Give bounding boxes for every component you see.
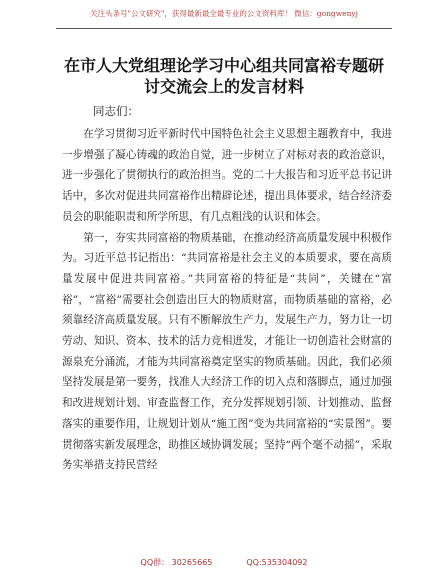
title-line-1: 在市人大党组理论学习中心组共同富裕专题研 [63,56,384,75]
footer-qq-group: QQ群： 30265665 [140,558,213,567]
header-divider [56,28,392,29]
document-body [62,124,392,476]
footer [0,557,448,568]
salutation: 同志们： [93,104,139,118]
footer-qq: QQ:535304092 [246,558,308,567]
title-line-2: 讨交流会上的发言材料 [143,77,304,96]
document-title [40,55,408,97]
paragraph-1: 在学习贯彻习近平新时代中国特色社会主义思想主题教育中，我进一步增强了凝心铸魂的政治自觉，进一步树立了对标对表的政治意识，进一步强化了贯彻执行的政治担当。党的二十大报告和习近平总书记讲话中，多次对促进共同富裕作出精辟论述，提出具体要求，结合经济委员会的职能职责和所学所思，有几点粗浅的认识和体会。 [62,128,392,223]
header-banner: 关注头条号"公文研究"，获得最新最全最专业的公文资料库！ 微信：gongwenyj [90,9,358,18]
paragraph-2: 第一，夯实共同富裕的物质基础，在推动经济高质量发展中积极作为。习近平总书记指出：“共同富裕是社会主义的本质要求，要在高质量发展中促进共同富裕。”共同富裕的特征是“共同”，关键在“富裕”，“富裕”需要社会创造出巨大的物质财富，而物质基础的富裕，必须靠经济高质量发展。只有不断解放生产力，发展生产力，努力让一切劳动、知识、资本、技术的活力竞相迸发，才能让一切创造社会财富的源泉充分涌流，才能为共同富裕奠定坚实的物质基础。因此，我们必须坚持发展是第一要务，找准人大经济工作的切入点和落脚点，通过加强和改进规划计划、审查监督工作，充分发挥规划引领、计划推动、监督落实的重要作用，让规划计划从“施工图”变为共同富裕的“实景图”。要贯彻落实新发展理念，助推区域协调发展；坚持“两个毫不动摇”，采取务实举措支持民营经 [62,231,392,472]
